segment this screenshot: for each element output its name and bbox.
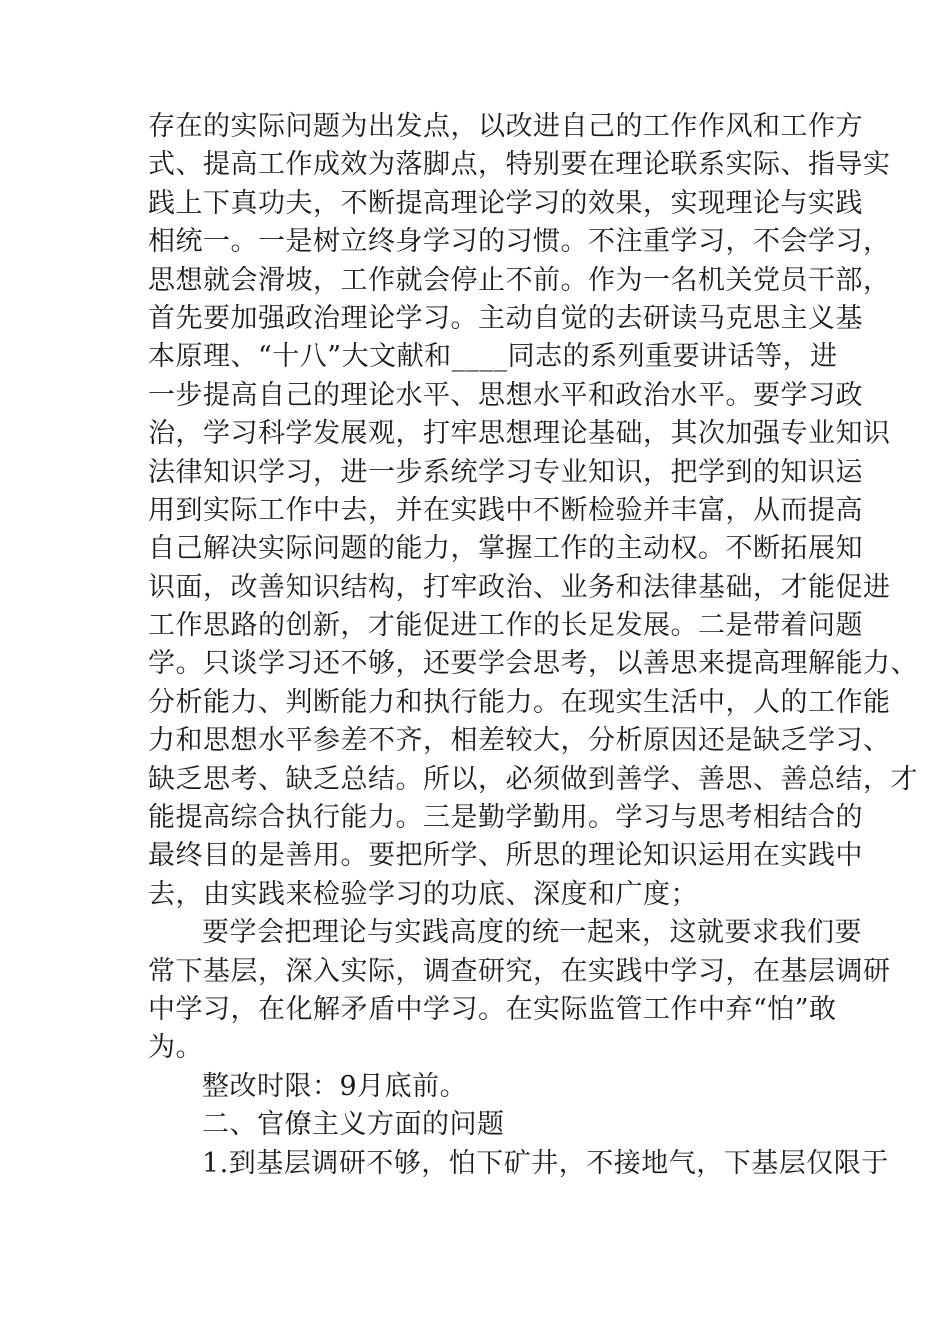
text-line: 整改时限：9月底前。 — [202, 1070, 468, 1102]
text-line: 治，学习科学发展观，打牢思想理论基础，其次加强专业知识 — [148, 418, 891, 450]
text-line: 识面，改善知识结构，打牢政治、业务和法律基础，才能促进 — [148, 571, 891, 603]
text-line: 相统一。一是树立终身学习的习惯。不注重学习，不会学习， — [148, 226, 891, 258]
text-line: 二、官僚主义方面的问题 — [202, 1109, 505, 1141]
text-line: 践上下真功夫，不断提高理论学习的效果，实现理论与实践 — [148, 187, 863, 219]
document-page — [148, 108, 918, 1183]
text-line: 最终目的是善用。要把所学、所思的理论知识运用在实践中 — [148, 840, 863, 872]
text-line: 用到实际工作中去，并在实践中不断检验并丰富，从而提高 — [148, 494, 863, 526]
text-line: 首先要加强政治理论学习。主动自觉的去研读马克思主义基 — [148, 302, 863, 334]
list-item — [148, 1145, 889, 1183]
text-line: 常下基层，深入实际，调查研究，在实践中学习，在基层调研 — [148, 955, 891, 987]
text-line: 法律知识学习，进一步系统学习专业知识，把学到的知识运 — [148, 456, 863, 488]
text-line: 要学会把理论与实践高度的统一起来，这就要求我们要 — [202, 917, 862, 949]
text-line: 去，由实践来检验学习的功底、深度和广度； — [148, 878, 698, 910]
text-line: 中学习，在化解矛盾中学习。在实际监管工作中弃“怕”敢 — [148, 993, 837, 1025]
text-line: 一步提高自己的理论水平、思想水平和政治水平。要学习政 — [148, 379, 863, 411]
paragraph — [148, 914, 891, 1068]
text-line: 为。 — [148, 1032, 203, 1064]
paragraph — [148, 108, 918, 914]
text-line: 分析能力、判断能力和执行能力。在现实生活中，人的工作能 — [148, 686, 891, 718]
text-line: 工作思路的创新，才能促进工作的长足发展。二是带着问题 — [148, 610, 863, 642]
section-heading — [148, 1106, 810, 1144]
text-line: 自己解决实际问题的能力，掌握工作的主动权。不断拓展知 — [148, 533, 863, 565]
text-line: 1.到基层调研不够，怕下矿井，不接地气，下基层仅限于 — [202, 1147, 889, 1179]
text-line: 本原理、“十八”大文献和____同志的系列重要讲话等，进 — [148, 341, 838, 373]
text-line: 式、提高工作成效为落脚点，特别要在理论联系实际、指导实 — [148, 149, 891, 181]
deadline-paragraph — [148, 1068, 810, 1106]
text-line: 力和思想水平参差不齐，相差较大，分析原因还是缺乏学习、 — [148, 725, 891, 757]
text-line: 缺乏思考、缺乏总结。所以，必须做到善学、善思、善总结，才 — [148, 763, 918, 795]
text-line: 能提高综合执行能力。三是勤学勤用。学习与思考相结合的 — [148, 802, 863, 834]
text-line: 思想就会滑坡，工作就会停止不前。作为一名机关党员干部， — [148, 264, 891, 296]
text-line: 存在的实际问题为出发点，以改进自己的工作作风和工作方 — [148, 111, 863, 142]
text-line: 学。只谈学习还不够，还要学会思考，以善思来提高理解能力、 — [148, 648, 918, 680]
